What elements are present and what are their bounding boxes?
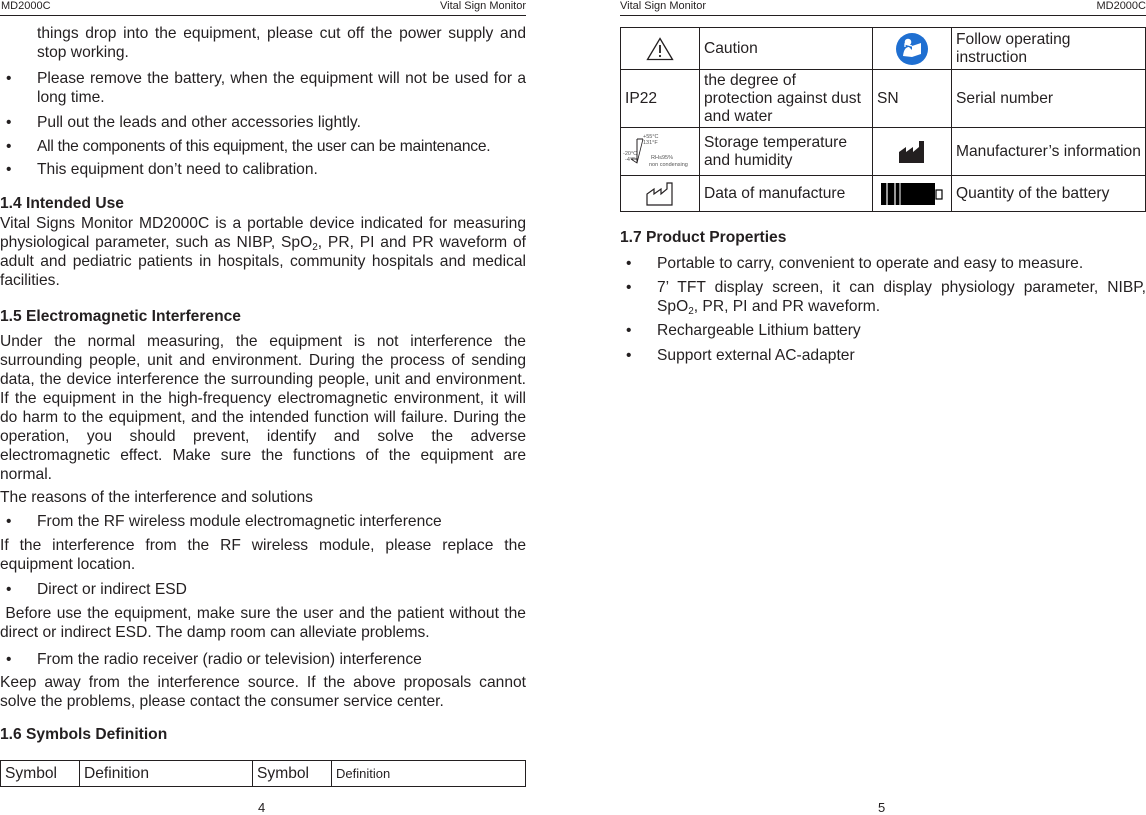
bullet-marker: •	[6, 513, 12, 530]
emi-paragraph: Under the normal measuring, the equipment is not interference the surrounding people, unit and environment. During the process of sending data, the device interference the surrounding people, unit and environment. If the equipment in the high-frequency electromagnetic environment, it will do harm to the equipment, and the intended function will failure. During the operation, you should prevent, identify and solve the adverse electromagnetic effect. Make sure the functions of the equipment are normal.	[0, 333, 526, 483]
manufacture-date-definition: Data of manufacture	[700, 176, 873, 212]
bullet-esd: Direct or indirect ESD	[37, 581, 187, 598]
emi-reasons: The reasons of the interference and solutions	[0, 489, 313, 506]
bullet-radio: From the radio receiver (radio or television) interference	[37, 651, 422, 668]
bullet-marker: •	[6, 70, 12, 87]
bullet-marker: •	[626, 322, 632, 339]
sn-symbol: SN	[873, 70, 952, 128]
manual-definition: Follow operating instruction	[952, 28, 1146, 70]
bullet-components: All the components of this equipment, the user can be maintenance.	[37, 138, 491, 155]
col-symbol: Symbol	[253, 761, 332, 787]
manual-book-icon	[877, 32, 947, 66]
bullet-rf: From the RF wireless module electromagnetic interference	[37, 513, 442, 530]
symbols-table	[620, 27, 1146, 212]
sn-definition: Serial number	[952, 70, 1146, 128]
battery-definition: Quantity of the battery	[952, 176, 1146, 212]
bullet-marker: •	[6, 581, 12, 598]
radio-solution: Keep away from the interference source. If the above proposals cannot solve the problems, please contact the consumer service center.	[0, 674, 526, 710]
bullet-adapter: Support external AC-adapter	[657, 347, 855, 364]
header-rule	[0, 15, 526, 16]
bullet-marker: •	[626, 255, 632, 272]
caution-symbol	[621, 28, 700, 70]
bullet-marker: •	[6, 161, 12, 178]
header-title: Vital Sign Monitor	[439, 0, 526, 12]
heading-symbols: 1.6 Symbols Definition	[0, 726, 168, 743]
header-rule	[620, 15, 1146, 16]
page-number: 4	[258, 800, 266, 815]
header-model: MD2000C	[1096, 0, 1146, 12]
bullet-portable: Portable to carry, convenient to operate and easy to measure.	[657, 255, 1084, 272]
bullet-pull-leads: Pull out the leads and other accessories lightly.	[37, 114, 361, 131]
rf-solution: If the interference from the RF wireless module, please replace the equipment location.	[0, 537, 526, 573]
ip22-definition: the degree of protection against dust and water	[700, 70, 873, 128]
factory-icon	[877, 140, 947, 164]
table-row	[621, 28, 1146, 70]
bullet-remove-battery: Please remove the battery, when the equipment will not be used for a long time.	[37, 70, 526, 106]
col-definition: Definition	[80, 761, 253, 787]
ip22-symbol: IP22	[621, 70, 700, 128]
thermometer-humidity-icon: +55°C 131°F -20°C -4°F RH≤95% non condensing	[623, 133, 688, 168]
header-title: Vital Sign Monitor	[620, 0, 707, 12]
intended-use-text: Vital Signs Monitor MD2000C is a portable device indicated for measuring physiological parameter, such as NIBP, SpO$_2$, PR, PI and PR waveform of adult and pediatric patients in hospitals, community hospitals and medical facilities.	[0, 215, 526, 289]
bullet-marker: •	[626, 347, 632, 364]
col-definition: Definition	[332, 761, 526, 787]
esd-solution: Before use the equipment, make sure the user and the patient without the direct or indirect ESD. The damp room can alleviate problems.	[0, 605, 531, 641]
storage-symbol	[621, 128, 700, 176]
heading-product-properties: 1.7 Product Properties	[620, 229, 787, 246]
manual-symbol	[873, 28, 952, 70]
battery-symbol	[873, 176, 952, 212]
table-row	[621, 70, 1146, 128]
storage-definition: Storage temperature and humidity	[700, 128, 873, 176]
right-page	[573, 0, 1146, 813]
intro-continuation: things drop into the equipment, please cut off the power supply and stop working.	[37, 25, 526, 61]
page-number: 5	[878, 800, 886, 815]
bullet-marker: •	[6, 138, 12, 155]
heading-intended-use: 1.4 Intended Use	[0, 195, 124, 212]
bullet-battery: Rechargeable Lithium battery	[657, 322, 861, 339]
manufacturer-symbol	[873, 128, 952, 176]
header-model: MD2000C	[1, 0, 51, 12]
bullet-calibration: This equipment don’t need to calibration.	[37, 161, 318, 178]
bullet-display: 7’ TFT display screen, it can display physiology parameter, NIBP, SpO$_2$, PR, PI and PR waveform.	[657, 279, 1146, 317]
left-page	[0, 0, 573, 813]
bullet-marker: •	[626, 279, 632, 296]
warning-triangle-icon	[625, 37, 695, 61]
symbols-header-table	[0, 760, 526, 787]
manufacturer-definition: Manufacturer’s information	[952, 128, 1146, 176]
bullet-marker: •	[6, 114, 12, 131]
table-row	[621, 176, 1146, 212]
bullet-marker: •	[6, 651, 12, 668]
caution-definition: Caution	[700, 28, 873, 70]
heading-electromagnetic: 1.5 Electromagnetic Interference	[0, 308, 241, 325]
battery-icon	[877, 182, 947, 206]
manufacture-date-symbol	[621, 176, 700, 212]
table-row	[621, 128, 1146, 176]
manufacture-date-icon	[625, 182, 695, 206]
col-symbol: Symbol	[1, 761, 80, 787]
